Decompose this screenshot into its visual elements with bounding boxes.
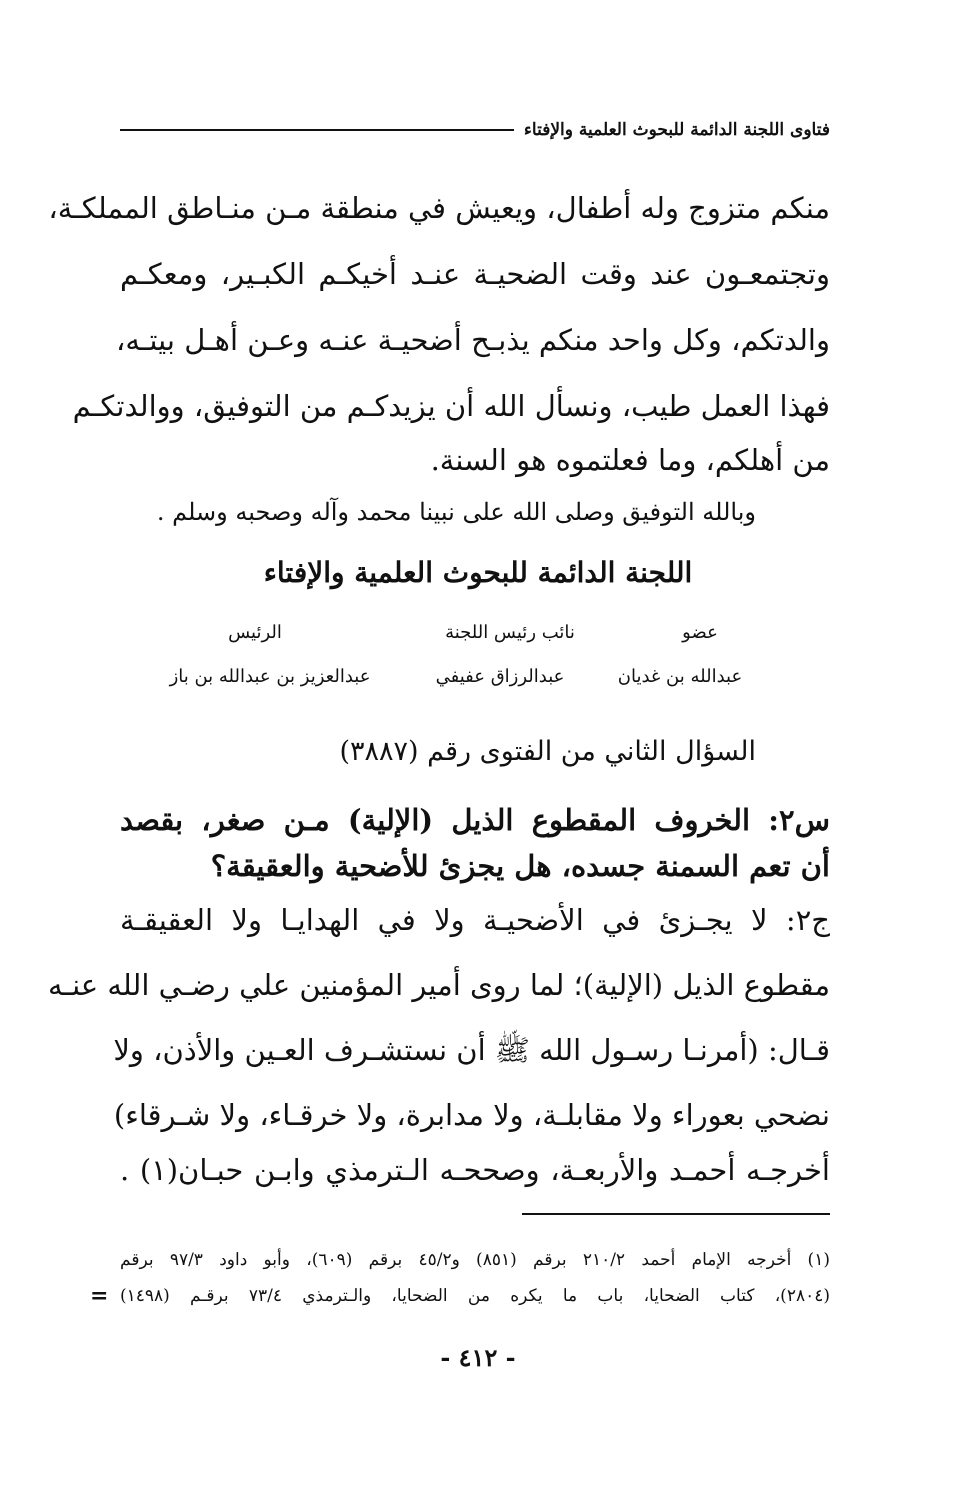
footnote-separator xyxy=(522,1213,830,1215)
answer2-line: ج٢: لا يجـزئ في الأضحيـة ولا في الهدايـا ولا العقيقـة xyxy=(120,903,830,937)
signatory-name: عبدالرزاق عفيفي xyxy=(435,666,565,687)
footnote-line: (٢٨٠٤)، كتاب الضحايا، باب ما يكره من الضحايا، والـترمذي ٧٣/٤ برقـم (١٤٩٨) xyxy=(120,1286,830,1306)
answer2-line: أخرجـه أحمـد والأربعـة، وصححـه الـترمذي وابـن حبـان(١) . xyxy=(120,1153,830,1187)
footnote-continuation-mark: = xyxy=(90,1283,109,1309)
fatwa-heading: السؤال الثاني من الفتوى رقم (٣٨٨٧) xyxy=(339,736,756,767)
question-line: س٢: الخروف المقطوع الذيل (الإلية) مـن صغر، بقصد xyxy=(120,803,830,837)
signatory-role: نائب رئيس اللجنة xyxy=(445,622,575,643)
signatory-name: عبدالعزيز بن عبدالله بن باز xyxy=(169,666,371,687)
answer1-line: وتجتمعـون عند وقت الضحيـة عنـد أخيكـم الكبـير، ومعكـم xyxy=(120,257,830,291)
answer1-line: منكم متزوج وله أطفال، ويعيش في منطقة مـن منـاطق المملكـة، xyxy=(48,191,830,225)
running-header xyxy=(120,118,830,142)
answer2-line: قـال: (أمرنـا رسـول الله ﷺ أن نستشـرف العـين والأذن، ولا xyxy=(113,1033,830,1067)
committee-name: اللجنة الدائمة للبحوث العلمية والإفتاء xyxy=(263,556,693,589)
answer2-line: نضحي بعوراء ولا مقابلـة، ولا مدابرة، ولا خرقـاء، ولا شـرقاء) xyxy=(113,1098,830,1132)
answer2-line: مقطوع الذيل (الإلية)؛ لما روى أمير المؤمنين علي رضـي الله عنـه xyxy=(48,968,830,1002)
signatory-name: عبدالله بن غديان xyxy=(617,666,743,687)
question-line: أن تعم السمنة جسده، هل يجزئ للأضحية والعقيقة؟ xyxy=(210,849,830,883)
answer1-line: من أهلكم، وما فعلتموه هو السنة. xyxy=(430,443,830,477)
answer1-line: والدتكم، وكل واحد منكم يذبـح أضحيـة عنـه وعـن أهـل بيتـه، xyxy=(116,323,830,357)
signatory-role: الرئيس xyxy=(228,622,282,643)
footnote-line: (١) أخرجه الإمام أحمد ٢١٠/٢ برقم (٨٥١) و٤٥/٢ برقم (٦٠٩)، وأبو داود ٩٧/٣ برقم xyxy=(120,1250,830,1270)
running-title: فتاوى اللجنة الدائمة للبحوث العلمية والإفتاء xyxy=(523,120,830,140)
closing-formula: وبالله التوفيق وصلى الله على نبينا محمد وآله وصحبه وسلم . xyxy=(156,498,756,526)
page-number: - ٤١٢ - xyxy=(440,1343,516,1372)
answer1-line: فهذا العمل طيب، ونسأل الله أن يزيدكـم من التوفيق، ووالدتكـم xyxy=(72,389,830,423)
signatory-role: عضو xyxy=(682,622,718,643)
header-rule xyxy=(120,129,514,131)
